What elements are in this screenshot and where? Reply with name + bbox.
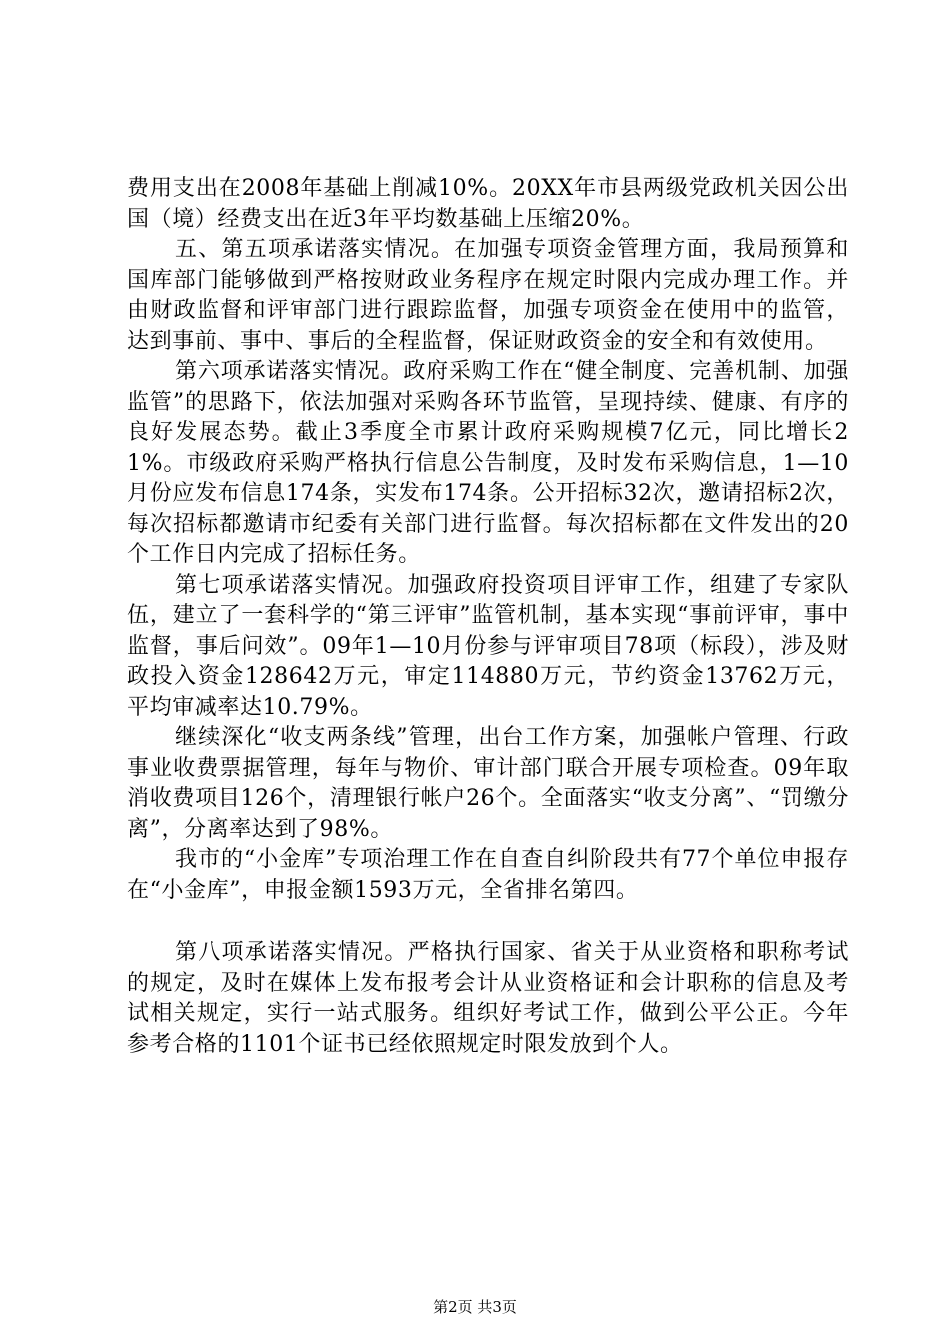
paragraph-revenue-expenditure: 继续深化“收支两条线”管理，出台工作方案，加强帐户管理、行政事业收费票据管理，每年与物价、审计部门联合开展专项检查。09年取消收费项目126个，清理银行帐户26个。全面落实“收支分离”、“罚缴分离”，分离率达到了98%。 [127, 725, 849, 842]
paragraph-commitment-5: 五、第五项承诺落实情况。在加强专项资金管理方面，我局预算和国库部门能够做到严格按财政业务程序在规定时限内完成办理工作。并由财政监督和评审部门进行跟踪监督，加强专项资金在使用中的监管，达到事前、事中、事后的全程监督，保证财政资金的安全和有效使用。 [127, 237, 849, 354]
paragraph-small-treasury: 我市的“小金库”专项治理工作在自查自纠阶段共有77个单位申报存在“小金库”，申报金额1593万元，全省排名第四。 [127, 847, 849, 903]
paragraph-commitment-8: 第八项承诺落实情况。严格执行国家、省关于从业资格和职称考试的规定，及时在媒体上发布报考会计从业资格证和会计职称的信息及考试相关规定，实行一站式服务。组织好考试工作，做到公平公正。今年参考合格的1101个证书已经依照规定时限发放到个人。 [127, 940, 849, 1057]
page-number-footer: 第2页 共3页 [433, 1298, 517, 1316]
paragraph-gap [127, 906, 849, 938]
paragraph-commitment-6: 第六项承诺落实情况。政府采购工作在“健全制度、完善机制、加强监管”的思路下，依法加强对采购各环节监管，呈现持续、健康、有序的良好发展态势。截止3季度全市累计政府采购规模7亿元，同比增长21%。市级政府采购严格执行信息公告制度，及时发布采购信息，1—10月份应发布信息174条，实发布174条。公开招标32次，邀请招标2次，每次招标都邀请市纪委有关部门进行监督。每次招标都在文件发出的20个工作日内完成了招标任务。 [127, 359, 849, 567]
paragraph-expense-reduction: 费用支出在2008年基础上削减10%。20XX年市县两级党政机关因公出国（境）经费支出在近3年平均数基础上压缩20%。 [127, 176, 849, 232]
document-body [127, 174, 849, 1060]
paragraph-commitment-7: 第七项承诺落实情况。加强政府投资项目评审工作，组建了专家队伍，建立了一套科学的“第三评审”监管机制，基本实现“事前评审，事中监督，事后问效”。09年1—10月份参与评审项目78项（标段），涉及财政投入资金128642万元，审定114880万元，节约资金13762万元，平均审减率达10.79%。 [127, 572, 849, 720]
